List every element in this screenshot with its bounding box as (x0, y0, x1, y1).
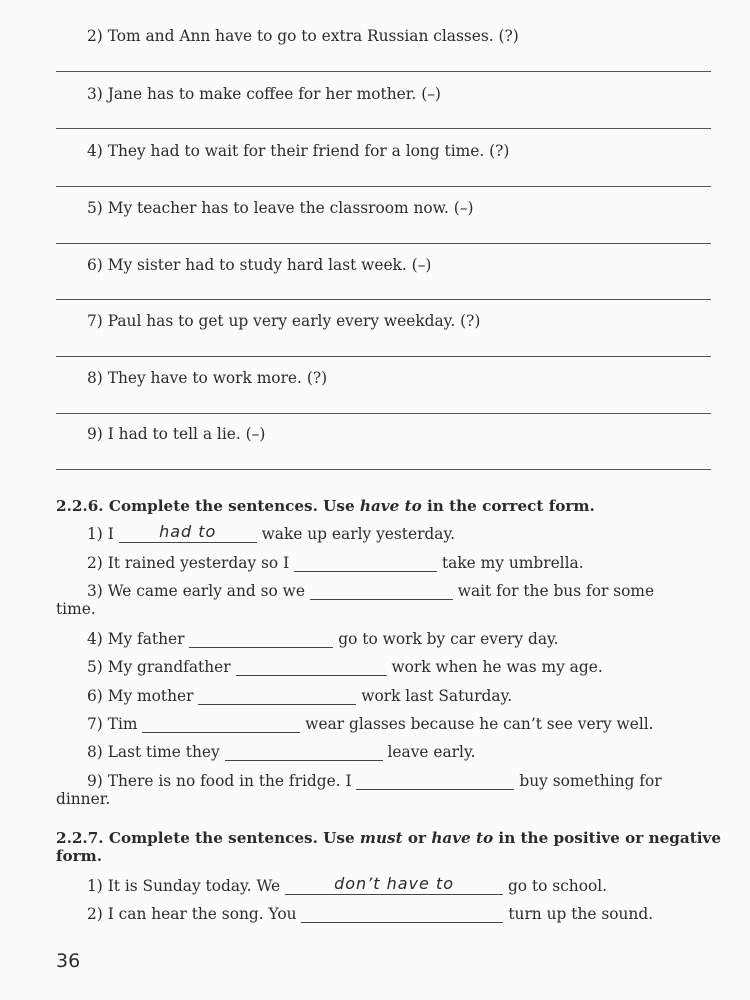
heading-text: in the positive or negative (493, 829, 722, 847)
ex226-item-7 (87, 714, 654, 733)
answer-line-5[interactable] (56, 243, 711, 244)
ex226-item-2 (87, 553, 584, 572)
answer-line-4[interactable] (56, 186, 711, 187)
item-suffix: take my umbrella. (441, 554, 584, 572)
answer-line-2[interactable] (56, 71, 711, 72)
exercise-227-heading (56, 829, 721, 847)
item-prefix: 3) We came early and so we (87, 582, 305, 600)
ex226-item-8 (87, 742, 476, 761)
fill-blank[interactable] (142, 714, 300, 733)
item-prefix: 9) There is no food in the fridge. I (87, 772, 352, 790)
question-2: 2) Tom and Ann have to go to extra Russian classes. (?) (87, 27, 519, 45)
item-prefix: 1) I (87, 525, 114, 543)
item-suffix: go to school. (507, 877, 608, 895)
fill-blank[interactable] (236, 657, 387, 676)
fill-blank[interactable] (189, 629, 333, 648)
answer-line-9[interactable] (56, 469, 711, 470)
heading-text: 2.2.6. Complete the sentences. Use (56, 497, 360, 515)
fill-blank[interactable] (310, 581, 453, 600)
fill-blank[interactable] (119, 524, 257, 543)
ex226-item-1 (87, 524, 455, 543)
item-prefix: 6) My mother (87, 687, 194, 705)
fill-blank[interactable] (356, 771, 514, 790)
ex226-item-4 (87, 629, 559, 648)
ex226-item-6 (87, 686, 512, 705)
ex227-item-2 (87, 904, 653, 923)
fill-blank[interactable] (301, 904, 503, 923)
question-7: 7) Paul has to get up very early every weekday. (?) (87, 312, 481, 330)
exercise-227-heading-continuation: form. (56, 847, 103, 865)
question-8: 8) They have to work more. (?) (87, 369, 328, 387)
item-suffix: wait for the bus for some (457, 582, 655, 600)
item-suffix: buy something for (519, 772, 662, 790)
item-suffix: wake up early yesterday. (261, 525, 455, 543)
ex227-item-1 (87, 876, 607, 895)
item-prefix: 5) My grandfather (87, 658, 231, 676)
question-6: 6) My sister had to study hard last week. (–) (87, 256, 432, 274)
item-prefix: 2) I can hear the song. You (87, 905, 297, 923)
exercise-226-heading (56, 497, 595, 515)
heading-text: 2.2.7. Complete the sentences. Use (56, 829, 360, 847)
item-suffix: wear glasses because he can’t see very well. (305, 715, 654, 733)
heading-text: in the correct form. (421, 497, 595, 515)
heading-emphasis: have to (431, 829, 494, 847)
item-suffix: turn up the sound. (508, 905, 654, 923)
answer-line-6[interactable] (56, 299, 711, 300)
ex226-item-3 (87, 581, 654, 600)
answer-line-8[interactable] (56, 413, 711, 414)
item-suffix: work last Saturday. (361, 687, 513, 705)
fill-blank[interactable] (225, 742, 383, 761)
handwritten-answer: don’t have to (334, 874, 454, 893)
ex226-item-9 (87, 771, 662, 790)
item-prefix: 4) My father (87, 630, 185, 648)
ex226-item-9-continuation: dinner. (56, 790, 111, 808)
item-suffix: leave early. (387, 743, 476, 761)
heading-emphasis: have to (359, 497, 422, 515)
question-4: 4) They had to wait for their friend for a long time. (?) (87, 142, 510, 160)
item-prefix: 8) Last time they (87, 743, 220, 761)
item-suffix: work when he was my age. (391, 658, 603, 676)
answer-line-7[interactable] (56, 356, 711, 357)
item-suffix: go to work by car every day. (338, 630, 559, 648)
item-prefix: 7) Tim (87, 715, 138, 733)
item-prefix: 2) It rained yesterday so I (87, 554, 290, 572)
fill-blank[interactable] (285, 876, 503, 895)
question-5: 5) My teacher has to leave the classroom now. (–) (87, 199, 474, 217)
answer-line-3[interactable] (56, 128, 711, 129)
question-9: 9) I had to tell a lie. (–) (87, 425, 266, 443)
question-3: 3) Jane has to make coffee for her mother. (–) (87, 85, 441, 103)
item-prefix: 1) It is Sunday today. We (87, 877, 281, 895)
fill-blank[interactable] (294, 553, 437, 572)
ex226-item-3-continuation: time. (56, 600, 96, 618)
heading-text: or (402, 829, 432, 847)
fill-blank[interactable] (198, 686, 356, 705)
ex226-item-5 (87, 657, 603, 676)
handwritten-answer: had to (159, 522, 217, 541)
heading-emphasis: must (359, 829, 403, 847)
page-number: 36 (56, 950, 81, 972)
